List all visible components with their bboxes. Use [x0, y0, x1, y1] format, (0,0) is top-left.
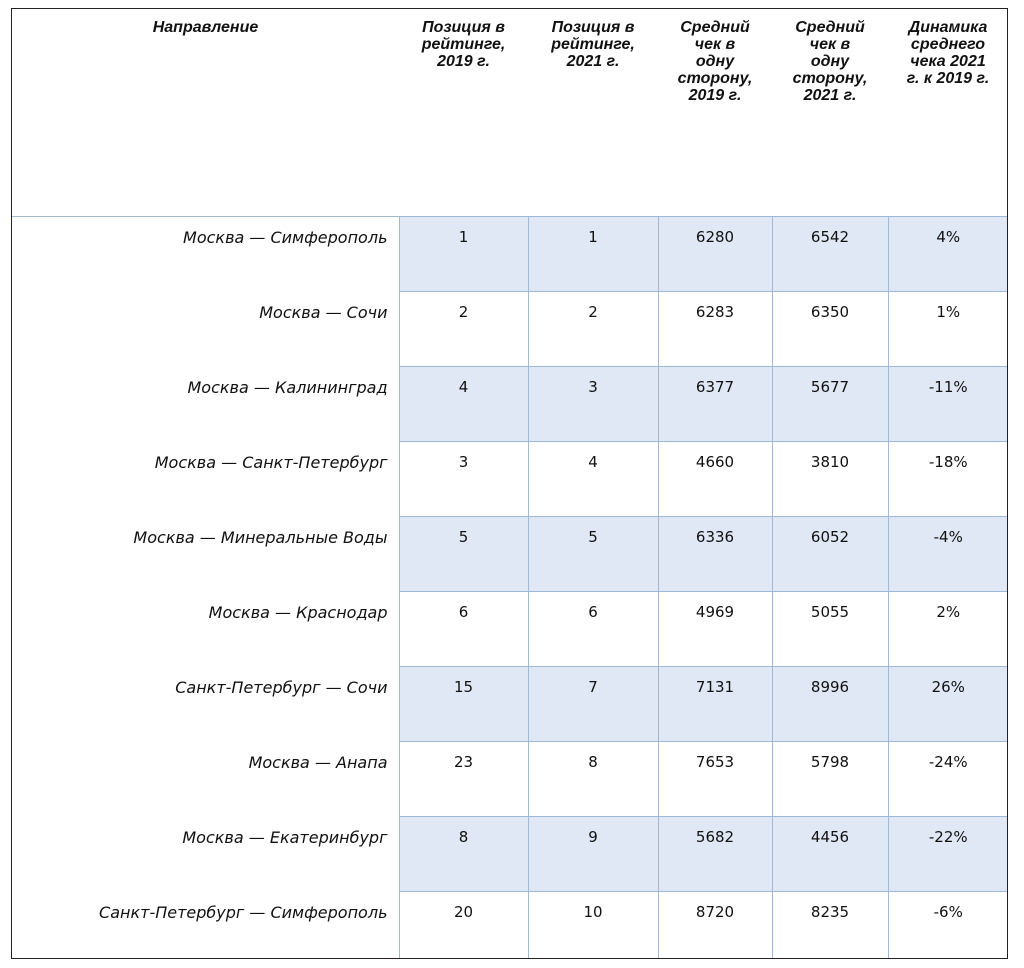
route-cell: Москва — Екатеринбург [12, 817, 399, 892]
header-route [12, 9, 399, 217]
pos2021-cell: 1 [528, 217, 658, 292]
header-route-text: Направление [152, 19, 259, 36]
header-pos2021 [528, 9, 658, 217]
pos2021-cell: 5 [528, 517, 658, 592]
table-row [12, 667, 1008, 742]
check2019-cell: 6280 [658, 217, 772, 292]
pos2019-cell: 2 [399, 292, 528, 367]
dynamics-cell: 26% [888, 667, 1008, 742]
pos2019-cell: 4 [399, 367, 528, 442]
pos2019-cell: 15 [399, 667, 528, 742]
table-body [12, 217, 1008, 960]
route-cell: Санкт-Петербург — Сочи [12, 667, 399, 742]
pos2019-cell: 8 [399, 817, 528, 892]
header-line: рейтинге, [551, 36, 635, 53]
table-row [12, 367, 1008, 442]
check2021-cell: 3810 [772, 442, 888, 517]
header-pos2019 [399, 9, 528, 217]
route-cell: Москва — Анапа [12, 742, 399, 817]
check2021-cell: 5798 [772, 742, 888, 817]
header-line: 2021 г. [803, 87, 857, 104]
check2021-cell: 6052 [772, 517, 888, 592]
table-frame [11, 8, 1008, 959]
pos2021-cell: 8 [528, 742, 658, 817]
dynamics-cell: -11% [888, 367, 1008, 442]
table-row [12, 592, 1008, 667]
pos2019-cell: 5 [399, 517, 528, 592]
route-cell: Москва — Минеральные Воды [12, 517, 399, 592]
pos2019-cell: 1 [399, 217, 528, 292]
check2021-cell: 8235 [772, 892, 888, 960]
header-line: рейтинге, [421, 36, 506, 53]
table-row [12, 742, 1008, 817]
table-row [12, 817, 1008, 892]
pos2021-cell: 10 [528, 892, 658, 960]
check2021-cell: 8996 [772, 667, 888, 742]
header-line: среднего [910, 36, 986, 53]
header-line: сторону, [677, 70, 753, 87]
header-line: Позиция в [551, 19, 635, 36]
header-dynamics [888, 9, 1008, 217]
pos2019-cell: 20 [399, 892, 528, 960]
pos2019-cell: 6 [399, 592, 528, 667]
route-cell: Москва — Краснодар [12, 592, 399, 667]
check2019-cell: 7653 [658, 742, 772, 817]
check2021-cell: 4456 [772, 817, 888, 892]
check2019-cell: 4660 [658, 442, 772, 517]
table-row [12, 442, 1008, 517]
table-row [12, 292, 1008, 367]
route-cell: Москва — Симферополь [12, 217, 399, 292]
check2019-cell: 6377 [658, 367, 772, 442]
check2019-cell: 8720 [658, 892, 772, 960]
header-line: 2021 г. [566, 53, 620, 70]
header-line: Средний [680, 19, 750, 36]
route-cell: Москва — Санкт-Петербург [12, 442, 399, 517]
pos2019-cell: 23 [399, 742, 528, 817]
header-check2019 [658, 9, 772, 217]
check2019-cell: 4969 [658, 592, 772, 667]
dynamics-cell: 2% [888, 592, 1008, 667]
header-line: г. к 2019 г. [906, 70, 990, 87]
pos2021-cell: 7 [528, 667, 658, 742]
dynamics-cell: -4% [888, 517, 1008, 592]
route-cell: Санкт-Петербург — Симферополь [12, 892, 399, 960]
check2019-cell: 6283 [658, 292, 772, 367]
check2021-cell: 6350 [772, 292, 888, 367]
dynamics-cell: 4% [888, 217, 1008, 292]
header-line: одну [810, 53, 850, 70]
table-row [12, 892, 1008, 960]
pos2021-cell: 2 [528, 292, 658, 367]
check2019-cell: 7131 [658, 667, 772, 742]
pos2021-cell: 9 [528, 817, 658, 892]
route-rating-table [12, 9, 1008, 959]
dynamics-cell: -24% [888, 742, 1008, 817]
pos2019-cell: 3 [399, 442, 528, 517]
header-line: Позиция в [422, 19, 505, 36]
check2019-cell: 5682 [658, 817, 772, 892]
dynamics-cell: -6% [888, 892, 1008, 960]
header-row [12, 9, 1008, 217]
header-line: 2019 г. [688, 87, 742, 104]
header-line: сторону, [792, 70, 868, 87]
header-line: чека 2021 [910, 53, 986, 70]
route-cell: Москва — Сочи [12, 292, 399, 367]
table-row [12, 217, 1008, 292]
table-header [12, 9, 1008, 217]
header-line: чек в [809, 36, 851, 53]
pos2021-cell: 3 [528, 367, 658, 442]
table-row [12, 517, 1008, 592]
header-line: 2019 г. [437, 53, 490, 70]
check2019-cell: 6336 [658, 517, 772, 592]
dynamics-cell: 1% [888, 292, 1008, 367]
check2021-cell: 5677 [772, 367, 888, 442]
dynamics-cell: -22% [888, 817, 1008, 892]
pos2021-cell: 6 [528, 592, 658, 667]
header-line: чек в [694, 36, 736, 53]
route-cell: Москва — Калининград [12, 367, 399, 442]
check2021-cell: 6542 [772, 217, 888, 292]
check2021-cell: 5055 [772, 592, 888, 667]
header-check2021 [772, 9, 888, 217]
header-line: одну [695, 53, 735, 70]
header-line: Средний [795, 19, 865, 36]
pos2021-cell: 4 [528, 442, 658, 517]
dynamics-cell: -18% [888, 442, 1008, 517]
header-line: Динамика [908, 19, 988, 36]
